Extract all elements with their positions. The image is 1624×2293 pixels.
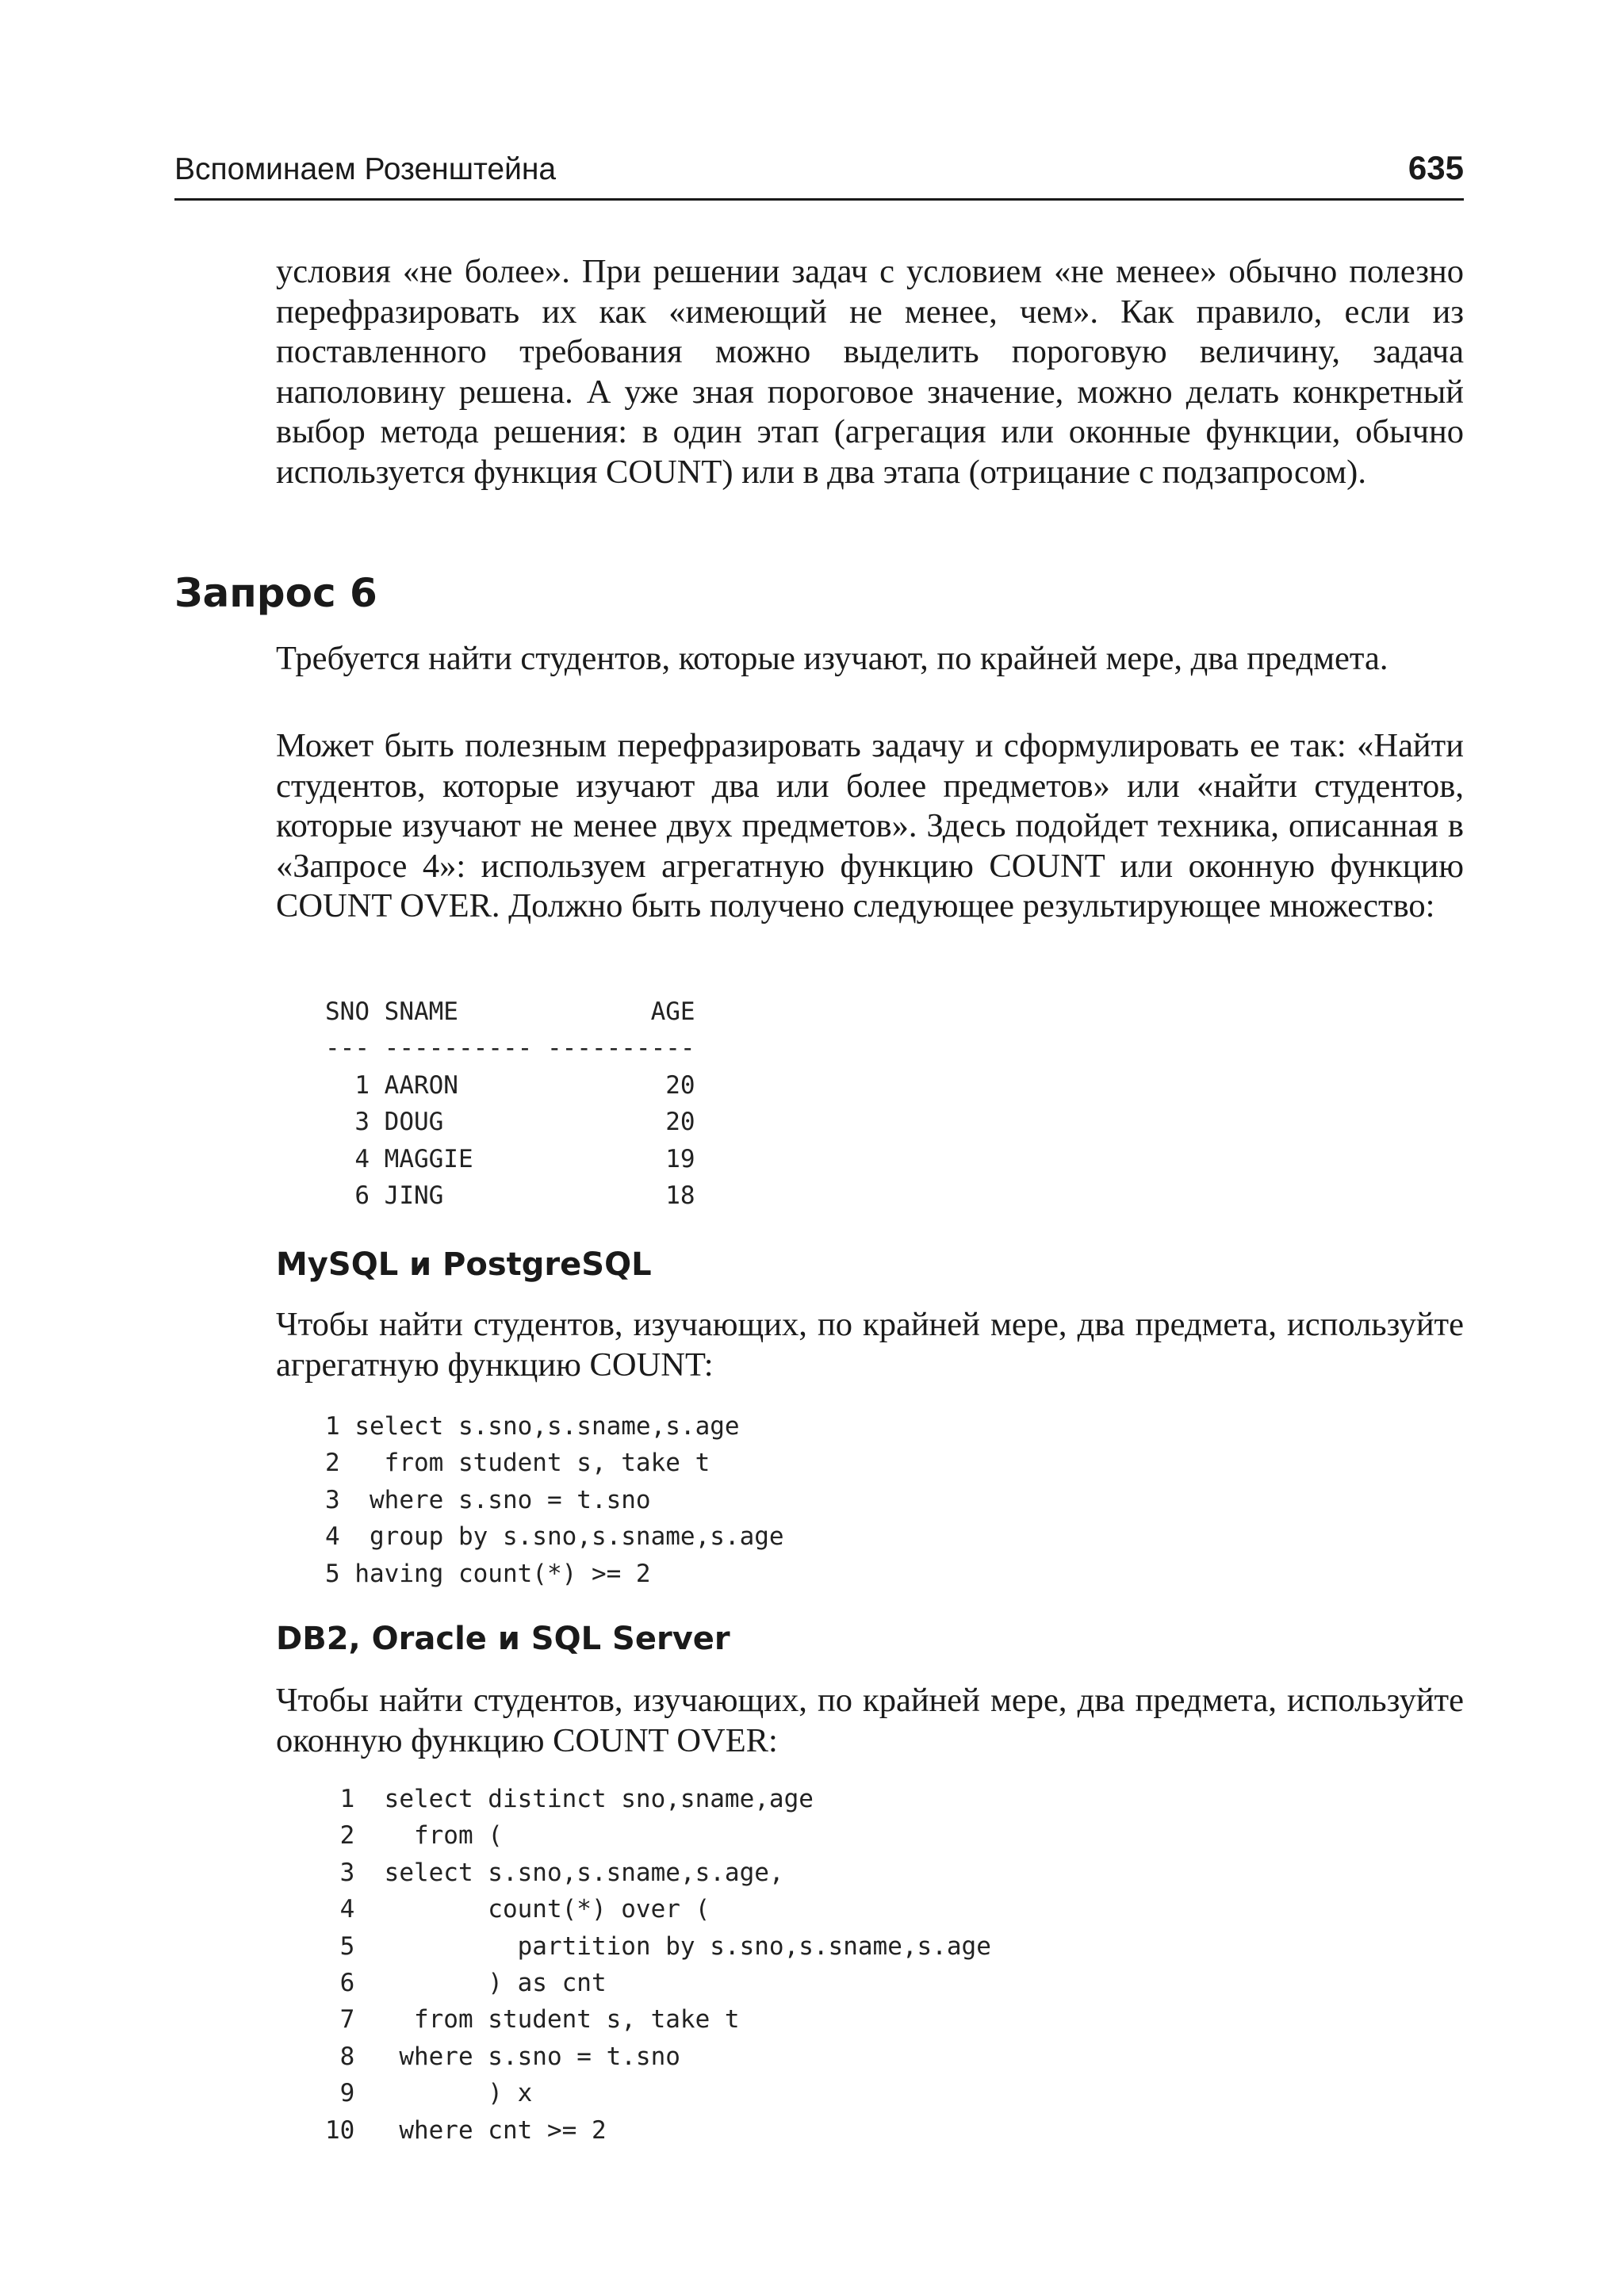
db2-code-listing: 1 select distinct sno,sname,age 2 from ( 3 select s.sno,s.sname,s.age, 4 count(*) over ( 5 partition by s.sno,s.sname,s.age 6 ) as cnt 7 from student s, take t 8 where s.sno = t.sno 9 ) x 10 where cnt >= 2: [325, 1785, 991, 2145]
db2-oracle-sqlserver-heading: DB2, Oracle и SQL Server: [276, 1621, 730, 1657]
intro-paragraph: условия «не более». При решении задач с условием «не менее» обычно полезно перефразировать их как «имеющий не менее, чем». Как правило, если из поставленного требования можно выделить пороговую величину, задача наполовину решена. А уже зная пороговое значение, можно делать конкретный выбор метода решения: в один этап (агрегация или оконные функции, обычно используется функция COUNT) или в два этапа (отрицание с подзапросом).: [276, 253, 1464, 491]
db2-paragraph: Чтобы найти студентов, изучающих, по крайней мере, два предмета, используйте оконную функцию COUNT OVER:: [276, 1682, 1464, 1759]
section-title: Запрос 6: [174, 570, 377, 616]
mysql-code-listing: 1 select s.sno,s.sname,s.age 2 from student s, take t 3 where s.sno = t.sno 4 group by s.sno,s.sname,s.age 5 having count(*) >= 2: [325, 1412, 784, 1588]
mysql-paragraph: Чтобы найти студентов, изучающих, по крайней мере, два предмета, используйте агрегатную функцию COUNT:: [276, 1306, 1464, 1384]
explanation-paragraph: Может быть полезным перефразировать задачу и сформулировать ее так: «Найти студентов, которые изучают два или более предметов» или «найти студентов, которые изучают не менее двух предметов». Здесь подойдет техника, описанная в «Запросе 4»: используем агрегатную функцию COUNT или оконную функцию COUNT OVER. Должно быть получено следующее результирующее множество:: [276, 727, 1464, 924]
page-header: [174, 149, 1464, 201]
running-title: Вспоминаем Розенштейна: [174, 152, 557, 186]
page-number: 635: [1408, 149, 1464, 186]
mysql-heading: MySQL и PostgreSQL: [276, 1246, 652, 1283]
result-set-listing: SNO SNAME AGE --- ---------- ---------- 1 AARON 20 3 DOUG 20 4 MAGGIE 19 6 JING 18: [325, 997, 695, 1211]
task-paragraph: Требуется найти студентов, которые изучают, по крайней мере, два предмета.: [276, 640, 1388, 677]
